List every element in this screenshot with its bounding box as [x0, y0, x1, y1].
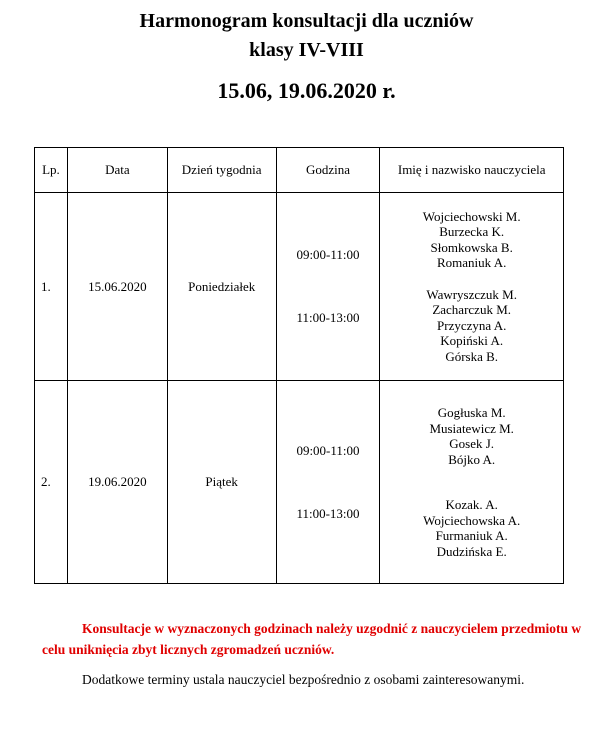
hours-slot: 11:00-13:00: [296, 310, 360, 325]
row-number: 2.: [35, 381, 68, 584]
teacher-name: Gosek J.: [449, 436, 495, 451]
row-day: Poniedziałek: [167, 193, 276, 381]
table-row: [35, 381, 564, 584]
document-title: Harmonogram konsultacji dla uczniów: [139, 10, 474, 32]
teacher-name: Kozak. A.: [445, 497, 498, 512]
teacher-name: Kopiński A.: [440, 333, 504, 349]
hours-slot: 11:00-13:00: [296, 505, 360, 521]
teacher-name: Burzecka K.: [439, 224, 505, 240]
row-day: Piątek: [167, 381, 276, 584]
column-header-day: Dzień tygodnia: [167, 148, 276, 193]
teacher-name: Górska B.: [445, 348, 499, 364]
teacher-name: Musiatewicz M.: [429, 420, 514, 436]
teacher-name: Bójko A.: [448, 451, 496, 467]
hours-slot: 09:00-11:00: [296, 247, 360, 262]
row-hours: [276, 193, 380, 381]
row-hours: [276, 381, 380, 584]
note-text: Dodatkowe terminy ustala nauczyciel bezpośrednio z osobami zainteresowanymi.: [82, 672, 525, 687]
teacher-name: Romaniuk A.: [437, 255, 507, 271]
table-row: [35, 193, 564, 381]
teacher-name: Wojciechowska A.: [423, 512, 521, 528]
row-teachers: [380, 193, 564, 381]
row-date: 15.06.2020: [67, 193, 167, 381]
hours-slot: 09:00-11:00: [296, 442, 360, 458]
column-header-date: Data: [67, 148, 167, 193]
notice-paragraph: [42, 618, 582, 660]
teacher-name: Wojciechowski M.: [422, 208, 521, 224]
row-teachers: [380, 381, 564, 584]
teacher-name: Słomkowska B.: [430, 239, 513, 255]
note-paragraph: [42, 669, 582, 690]
document-subtitle: klasy IV-VIII: [249, 39, 364, 61]
table-header-row: [35, 148, 564, 193]
document-dates: 15.06, 19.06.2020 r.: [217, 78, 396, 103]
row-number: 1.: [35, 193, 68, 381]
teacher-name: Przyczyna A.: [437, 317, 507, 333]
teacher-name: Wawryszczuk M.: [426, 286, 517, 302]
teacher-name: Zacharczuk M.: [432, 302, 512, 318]
teacher-name: Furmaniuk A.: [435, 528, 508, 543]
row-date: 19.06.2020: [67, 381, 167, 584]
column-header-teacher: Imię i nazwisko nauczyciela: [380, 148, 564, 193]
teacher-name: Dudzińska E.: [436, 543, 507, 559]
column-header-hours: Godzina: [276, 148, 380, 193]
column-header-lp: Lp.: [35, 148, 68, 193]
schedule-table: [34, 147, 564, 584]
teacher-name: Gogłuska M.: [437, 405, 506, 420]
notice-text: Konsultacje w wyznaczonych godzinach należy uzgodnić z nauczycielem przedmiotu w celu uniknięcia zbyt licznych zgromadzeń uczniów.: [42, 621, 582, 657]
